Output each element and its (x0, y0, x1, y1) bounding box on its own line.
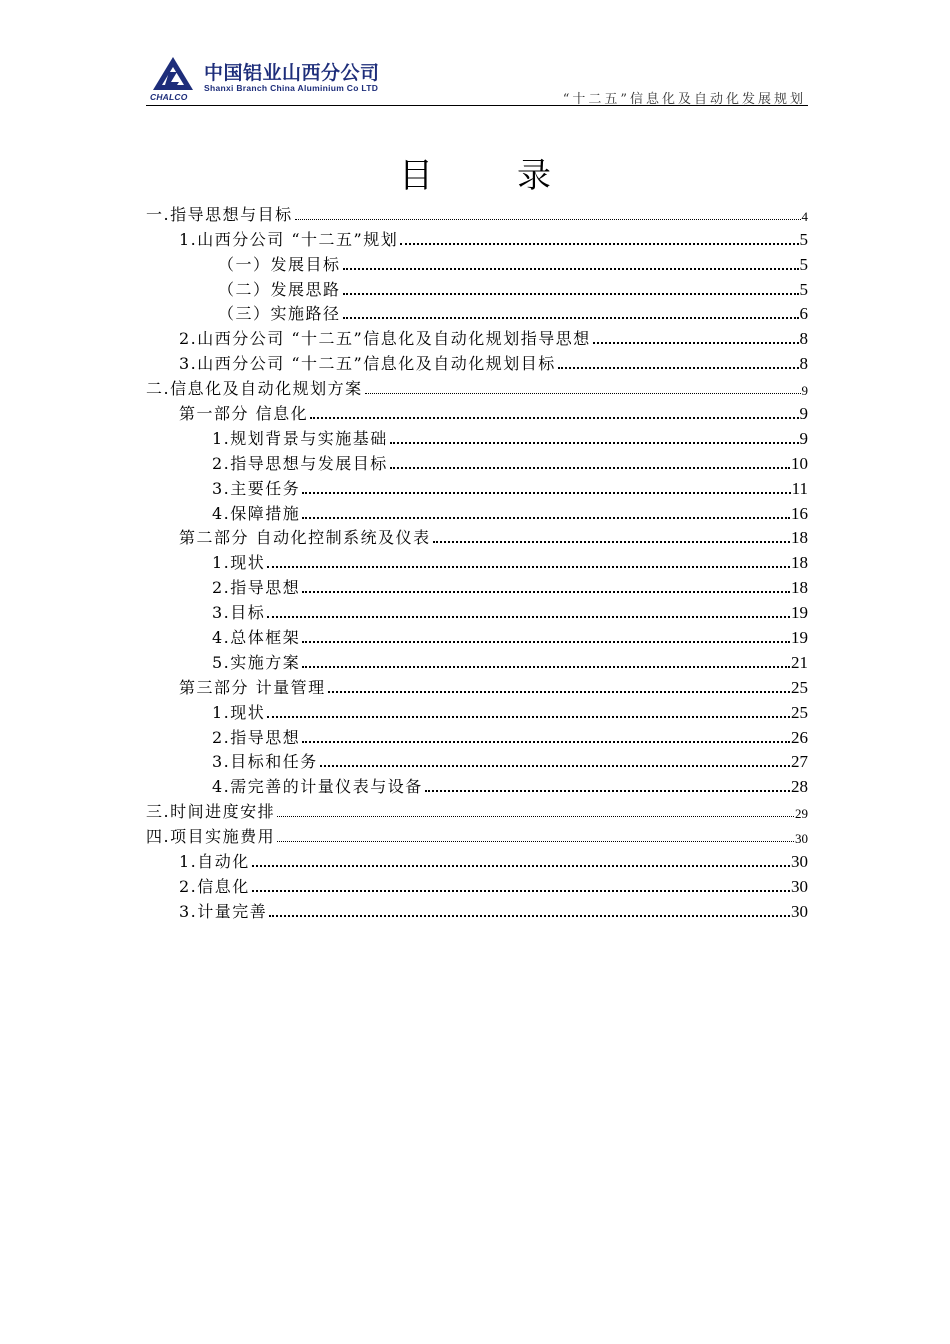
toc-leader (320, 765, 790, 767)
toc-entry-page: 10 (791, 453, 808, 473)
toc-title-right: 录 (517, 156, 551, 196)
toc-entry-text: 4.保障措施 (212, 503, 301, 523)
toc-leader (302, 741, 790, 743)
toc-leader (400, 243, 798, 245)
toc-entry-page: 9 (799, 404, 808, 424)
toc-entry[interactable] (146, 399, 808, 424)
toc-entry-page: 28 (791, 777, 808, 797)
toc-entry-page: 27 (791, 752, 808, 772)
toc-entry-text: 4.总体框架 (212, 628, 301, 648)
toc-entry[interactable] (146, 772, 808, 797)
toc-entry[interactable] (146, 623, 808, 648)
toc-entry[interactable] (146, 324, 808, 349)
toc-leader (558, 367, 799, 369)
toc-entry[interactable] (146, 872, 808, 897)
toc-leader (302, 666, 790, 668)
toc-entry[interactable] (146, 573, 808, 598)
toc-entry-page: 21 (791, 652, 808, 672)
toc-entry-page: 5 (799, 279, 808, 299)
toc-entry-page: 19 (791, 628, 808, 648)
toc-entry-text: 1.规划背景与实施基础 (212, 428, 388, 448)
toc-entry-text: 第二部分 自动化控制系统及仪表 (179, 528, 431, 548)
page-header (146, 50, 808, 106)
toc-entry-page: 30 (791, 876, 808, 896)
toc-entry-text: 1.自动化 (179, 852, 250, 872)
toc-entry-text: （三）实施路径 (218, 304, 341, 324)
toc-leader (302, 591, 790, 593)
chalco-logo-icon (152, 56, 194, 92)
toc-entry[interactable] (146, 598, 808, 623)
company-name-cn: 中国铝业山西分公司 (204, 62, 380, 84)
toc-entry-page: 29 (795, 806, 808, 822)
toc-entry-text: 1.山西分公司 “十二五”规划 (179, 229, 399, 249)
toc-entry-page: 18 (791, 553, 808, 573)
toc-entry-text: 2.信息化 (179, 876, 250, 896)
toc-leader (433, 541, 790, 543)
toc-entry-text: 4.需完善的计量仪表与设备 (212, 777, 423, 797)
toc-leader (252, 865, 790, 867)
toc-entry[interactable] (146, 748, 808, 773)
toc-entry-page: 19 (791, 603, 808, 623)
toc-entry[interactable] (146, 200, 808, 225)
toc-entry[interactable] (146, 275, 808, 300)
toc-entry-text: （二）发展思路 (218, 279, 341, 299)
toc-entry-text: 3.目标和任务 (212, 752, 318, 772)
toc-entry-page: 11 (791, 478, 808, 498)
toc-leader (295, 219, 801, 220)
table-of-contents (146, 200, 808, 922)
toc-entry[interactable] (146, 847, 808, 872)
toc-entry[interactable] (146, 648, 808, 673)
toc-entry[interactable] (146, 474, 808, 499)
toc-entry-page: 25 (791, 677, 808, 697)
toc-entry-page: 8 (799, 329, 808, 349)
toc-entry-page: 8 (799, 354, 808, 374)
toc-entry[interactable] (146, 797, 808, 822)
toc-leader (365, 393, 801, 394)
toc-entry-text: 第三部分 计量管理 (179, 677, 326, 697)
logo-mark-text: CHALCO (150, 92, 188, 102)
document-title: “十二五”信息化及自动化发展规划 (562, 92, 806, 107)
toc-entry-text: 3.山西分公司 “十二五”信息化及自动化规划目标 (179, 354, 556, 374)
toc-entry-page: 18 (791, 528, 808, 548)
toc-leader (390, 467, 790, 469)
toc-entry[interactable] (146, 673, 808, 698)
toc-entry-text: 2.指导思想与发展目标 (212, 453, 388, 473)
toc-entry[interactable] (146, 374, 808, 399)
toc-entry-page: 26 (791, 727, 808, 747)
toc-entry-text: 5.实施方案 (212, 652, 301, 672)
toc-entry[interactable] (146, 349, 808, 374)
toc-entry[interactable] (146, 524, 808, 549)
toc-entry-text: 二.信息化及自动化规划方案 (146, 379, 363, 399)
toc-leader (277, 816, 794, 817)
toc-entry[interactable] (146, 897, 808, 922)
toc-entry-text: 1.现状 (212, 553, 266, 573)
toc-entry-page: 30 (791, 901, 808, 921)
toc-entry-text: 一.指导思想与目标 (146, 204, 293, 224)
toc-entry-page: 16 (791, 503, 808, 523)
toc-entry-page: 5 (799, 229, 808, 249)
toc-leader (267, 616, 790, 618)
toc-entry[interactable] (146, 548, 808, 573)
toc-leader (328, 691, 790, 693)
toc-leader (302, 492, 790, 494)
toc-entry-page: 30 (795, 831, 808, 847)
toc-entry[interactable] (146, 300, 808, 325)
toc-entry[interactable] (146, 225, 808, 250)
toc-entry-page: 18 (791, 578, 808, 598)
toc-entry-text: 3.主要任务 (212, 478, 301, 498)
toc-leader (343, 268, 799, 270)
toc-leader (310, 417, 798, 419)
toc-entry-text: 2.指导思想 (212, 727, 301, 747)
toc-leader (593, 342, 799, 344)
toc-entry-text: 3.目标 (212, 603, 266, 623)
toc-entry-text: 1.现状 (212, 702, 266, 722)
toc-entry-page: 25 (791, 702, 808, 722)
toc-entry-text: 四.项目实施费用 (146, 827, 276, 847)
toc-leader (277, 841, 794, 842)
toc-leader (425, 790, 790, 792)
toc-leader (302, 641, 790, 643)
header-divider (146, 105, 808, 106)
toc-entry-text: 三.时间进度安排 (146, 802, 276, 822)
toc-entry-page: 30 (791, 852, 808, 872)
toc-leader (267, 566, 790, 568)
toc-entry-text: 2.山西分公司 “十二五”信息化及自动化规划指导思想 (179, 329, 591, 349)
toc-entry-text: 2.指导思想 (212, 578, 301, 598)
toc-leader (302, 517, 790, 519)
toc-entry-text: 第一部分 信息化 (179, 404, 309, 424)
toc-entry[interactable] (146, 250, 808, 275)
toc-entry-page: 6 (799, 304, 808, 324)
toc-leader (267, 716, 790, 718)
toc-entry[interactable] (146, 723, 808, 748)
toc-entry-page: 5 (799, 254, 808, 274)
toc-entry-page: 4 (801, 208, 808, 224)
toc-leader (269, 915, 790, 917)
company-name-en: Shanxi Branch China Aluminium Co LTD (204, 83, 379, 93)
toc-leader (252, 890, 790, 892)
toc-entry[interactable] (146, 698, 808, 723)
toc-leader (390, 442, 799, 444)
toc-entry-text: （一）发展目标 (218, 254, 341, 274)
toc-entry[interactable] (146, 499, 808, 524)
toc-title (0, 148, 950, 197)
toc-entry-page: 9 (799, 428, 808, 448)
toc-entry-page: 9 (801, 383, 808, 399)
toc-entry[interactable] (146, 424, 808, 449)
toc-title-left: 目 (399, 156, 433, 196)
toc-leader (343, 317, 799, 319)
toc-leader (343, 293, 799, 295)
toc-entry[interactable] (146, 822, 808, 847)
toc-entry[interactable] (146, 449, 808, 474)
toc-entry-text: 3.计量完善 (179, 901, 268, 921)
